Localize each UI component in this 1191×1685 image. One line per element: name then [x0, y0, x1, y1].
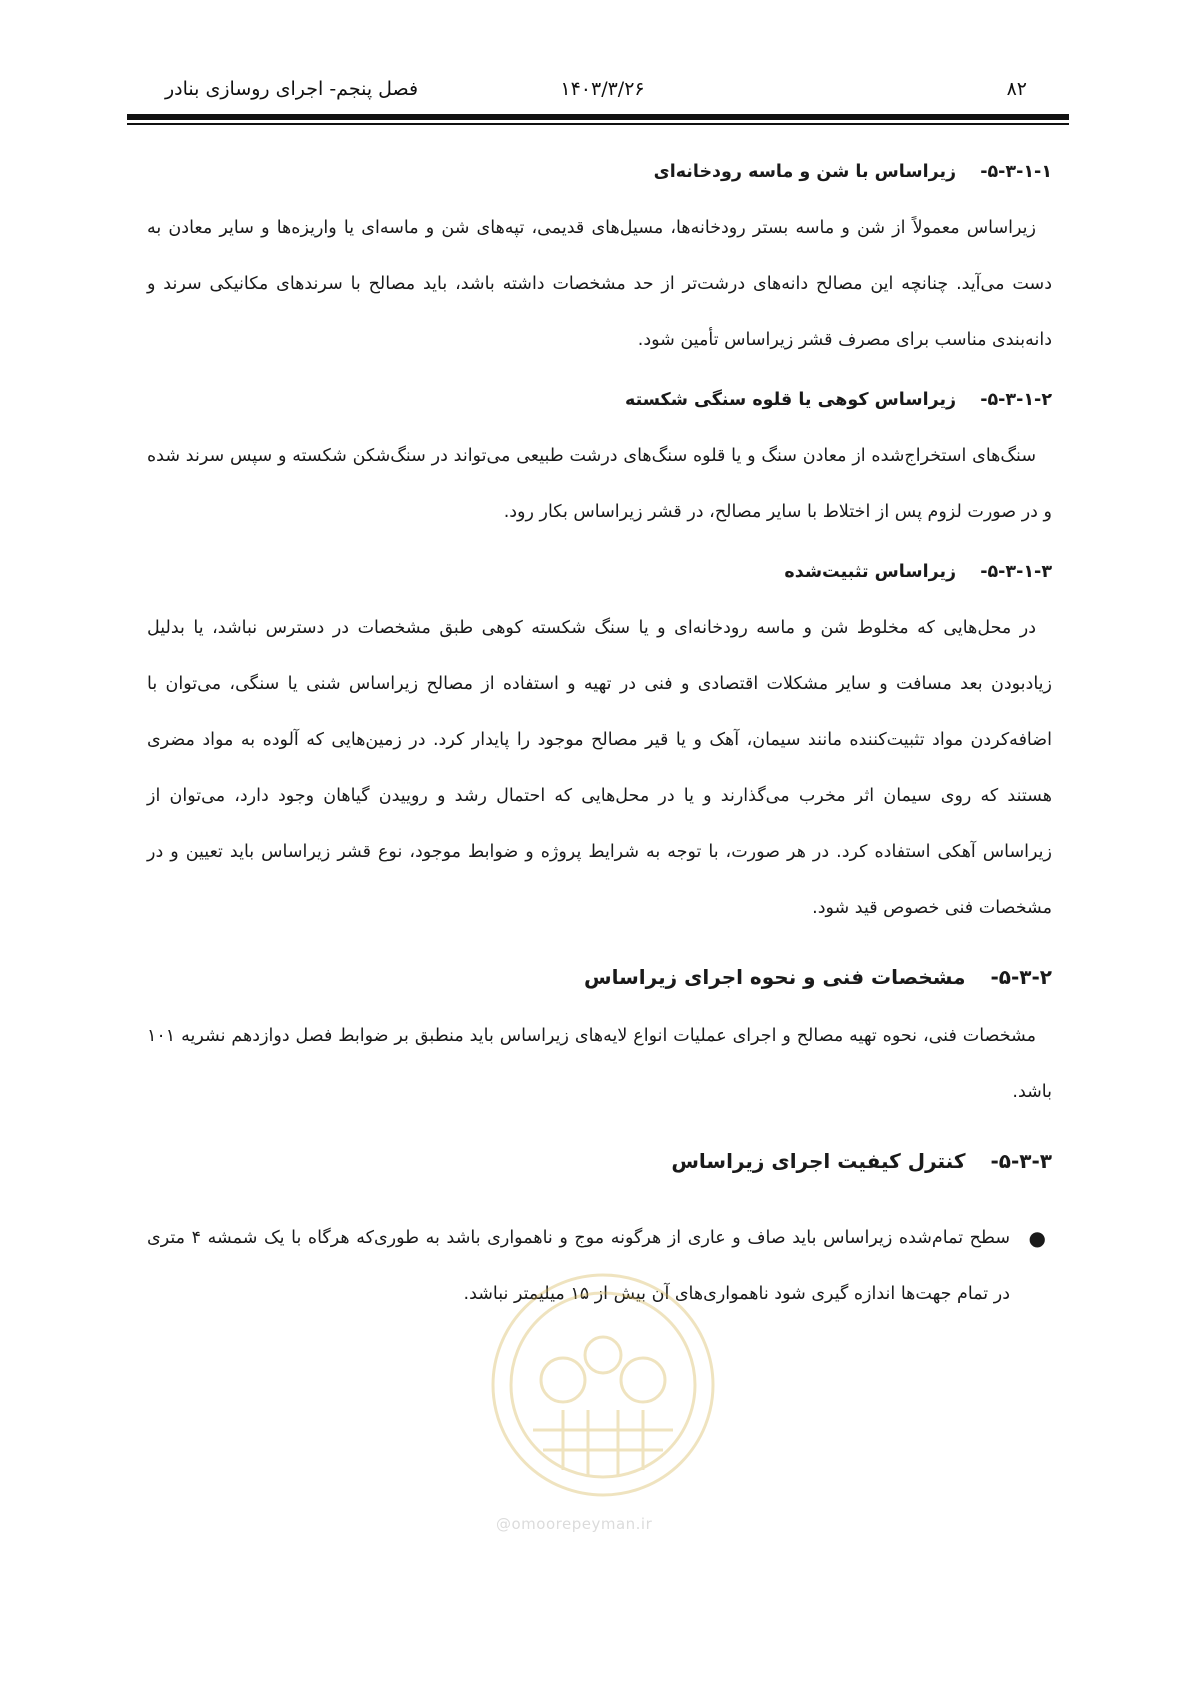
main-section-heading [147, 1136, 1052, 1186]
section-paragraph: در محل‌هایی که مخلوط شن و ماسه رودخانه‌ای و یا سنگ شکسته کوهی طبق مشخصات در دسترس نباشد، یا بدلیل زیادبودن بعد مسافت و سایر مشکلات اقتصادی و فنی در تهیه و استفاده از مصالح زیراساس شنی یا سنگی، می‌توان با اضافه‌کردن مواد تثبیت‌کننده مانند سیمان، آهک و یا قیر مصالح موجود را پایدار کرد. در زمین‌هایی که آلوده به مواد مضری هستند که روی سیمان اثر مخرب می‌گذارند و یا در محل‌هایی که احتمال رشد و روییدن گیاهان وجود دارد، می‌توان از زیراساس آهکی استفاده کرد. در هر صورت، با توجه به شرایط پروژه و ضوابط موجود، نوع قشر زیراساس باید تعیین و در مشخصات فنی خصوص قید شود. [147, 618, 1052, 918]
section-title: زیراساس کوهی یا قلوه سنگی شکسته [624, 390, 957, 410]
main-section-heading [147, 952, 1052, 1002]
main-section-title: کنترل کیفیت اجرای زیراساس [671, 1149, 966, 1173]
section-heading [147, 150, 1052, 194]
header-rule-thick [127, 114, 1069, 120]
main-section-number: ۵-۳-۳- [990, 1149, 1052, 1173]
section-paragraph: سنگ‌های استخراج‌شده از معادن سنگ و یا قلوه سنگ‌های درشت طبیعی می‌تواند در سنگ‌شکن شکسته و سپس سرند شده و در صورت لزوم پس از اختلاط با سایر مصالح، در قشر زیراساس بکار رود. [147, 446, 1052, 522]
header-date: ۱۴۰۳/۳/۲۶ [560, 78, 645, 100]
watermark-emblem-icon [478, 1260, 728, 1510]
section-number: ۵-۳-۱-۲- [980, 390, 1052, 410]
page-content [147, 140, 1052, 1322]
chapter-title: فصل پنجم- اجرای روسازی بنادر [165, 78, 419, 100]
section-title: زیراساس تثبیت‌شده [784, 562, 957, 582]
watermark-text: @omoorepeyman.ir [496, 1515, 653, 1533]
header-rule-thin [127, 123, 1069, 125]
main-section-paragraph: مشخصات فنی، نحوه تهیه مصالح و اجرای عملیات انواع لایه‌های زیراساس باید منطبق بر ضوابط فصل دوازدهم نشریه ۱۰۱ باشد. [147, 1026, 1052, 1102]
section-number: ۵-۳-۱-۳- [980, 562, 1052, 582]
bullet-text: سطح تمام‌شده زیراساس باید صاف و عاری از هرگونه موج و ناهمواری باشد به طوری‌که هرگاه با یک شمشه ۴ متری در تمام جهت‌ها اندازه گیری شود ناهمواری‌های آن بیش از ۱۵ میلیمتر نباشد. [147, 1228, 1010, 1304]
watermark-logo [478, 1260, 728, 1560]
main-section-number: ۵-۳-۲- [990, 965, 1052, 989]
section-number: ۵-۳-۱-۱- [980, 162, 1052, 182]
section-paragraph: زیراساس معمولاً از شن و ماسه بستر رودخانه‌ها، مسیل‌های قدیمی، تپه‌های شن و ماسه‌ای یا واریزه‌ها و سایر معادن به دست می‌آید. چنانچه این مصالح دانه‌های درشت‌تر از حد مشخصات داشته باشد، باید مصالح با سرندهای مکانیکی سرند و دانه‌بندی مناسب برای مصرف قشر زیراساس تأمین شود. [147, 218, 1052, 350]
section-heading [147, 378, 1052, 422]
page-number: ۸۲ [1006, 78, 1027, 100]
section-heading [147, 550, 1052, 594]
main-section-title: مشخصات فنی و نحوه اجرای زیراساس [584, 965, 966, 989]
bullet-dot-icon: ● [1028, 1226, 1046, 1250]
page-header [150, 78, 1055, 108]
section-title: زیراساس با شن و ماسه رودخانه‌ای [653, 162, 957, 182]
